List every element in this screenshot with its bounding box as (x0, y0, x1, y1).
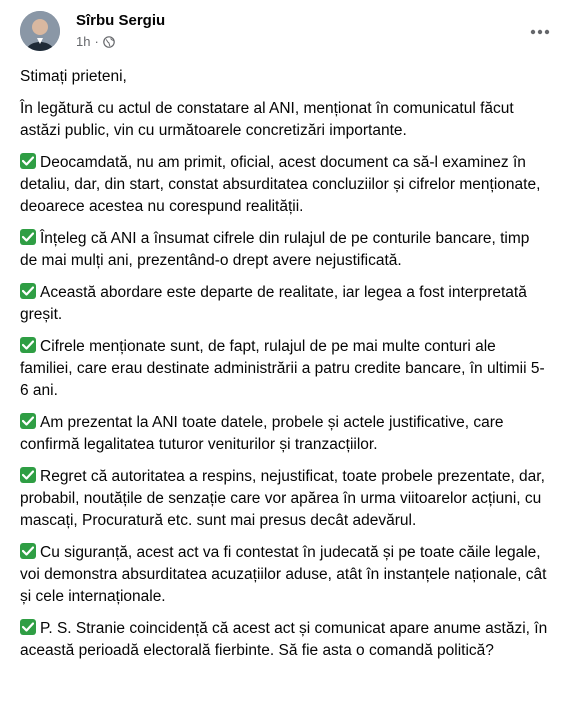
point-text: P. S. Stranie coincidență că acest act și comunicat apare anume astăzi, în această perioadă electorală fierbinte. Să fie asta o comandă politică? (20, 620, 548, 659)
point-paragraph (20, 336, 550, 402)
point-paragraph (20, 542, 550, 608)
globe-icon (103, 36, 115, 48)
point-text: Această abordare este departe de realitate, iar legea a fost interpretată greșit. (20, 284, 527, 323)
author-name[interactable]: Sîrbu Sergiu (76, 12, 166, 29)
meta-separator: · (94, 34, 99, 49)
greeting: Stimați prieteni, (20, 68, 127, 85)
avatar[interactable] (20, 11, 60, 51)
post-time[interactable]: 1h (76, 34, 91, 49)
point-paragraph (20, 412, 550, 456)
check-mark-button-icon (20, 153, 36, 169)
post-meta (76, 34, 115, 49)
point-paragraph (20, 282, 550, 326)
point-paragraph (20, 228, 550, 272)
point-text: Regret că autoritatea a respins, nejustificat, toate probele prezentate, dar, probabil, noutățile de senzație care vor apărea în urma viitoarelor acțiuni, cu mascați, Procuratură etc. sunt mai presus decât adevărul. (20, 468, 545, 529)
point-paragraph (20, 466, 550, 532)
post-header (20, 10, 560, 54)
more-options-icon[interactable] (522, 14, 558, 50)
check-mark-button-icon (20, 543, 36, 559)
check-mark-button-icon (20, 619, 36, 635)
points-list (20, 152, 550, 662)
point-paragraph (20, 152, 550, 218)
check-mark-button-icon (20, 229, 36, 245)
check-mark-button-icon (20, 467, 36, 483)
intro-paragraph: În legătură cu actul de constatare al ANI, menționat în comunicatul făcut astăzi public, vin cu următoarele concretizări importante. (20, 100, 514, 139)
point-text: Înțeleg că ANI a însumat cifrele din rulajul de pe conturile bancare, timp de mai mulți ani, prezentând-o drept avere nejustificată. (20, 230, 530, 269)
check-mark-button-icon (20, 413, 36, 429)
check-mark-button-icon (20, 337, 36, 353)
point-text: Deocamdată, nu am primit, oficial, acest document ca să-l examinez în detaliu, dar, din start, constat absurditatea concluziilor și cifrelor menționate, deoarece acestea nu corespund realității. (20, 154, 541, 215)
point-paragraph (20, 618, 550, 662)
point-text: Am prezentat la ANI toate datele, probele și actele justificative, care confirmă legalitatea tuturor veniturilor și tranzacțiilor. (20, 414, 504, 453)
check-mark-button-icon (20, 283, 36, 299)
post-body (20, 66, 550, 672)
point-text: Cu siguranță, acest act va fi contestat în judecată și pe toate căile legale, voi demonstra absurditatea acuzațiilor aduse, atât în instanțele naționale, cât și cele internaționale. (20, 544, 547, 605)
point-text: Cifrele menționate sunt, de fapt, rulajul de pe mai multe conturi ale familiei, care erau destinate administrării a patru credite bancare, în ultimii 5-6 ani. (20, 338, 545, 399)
